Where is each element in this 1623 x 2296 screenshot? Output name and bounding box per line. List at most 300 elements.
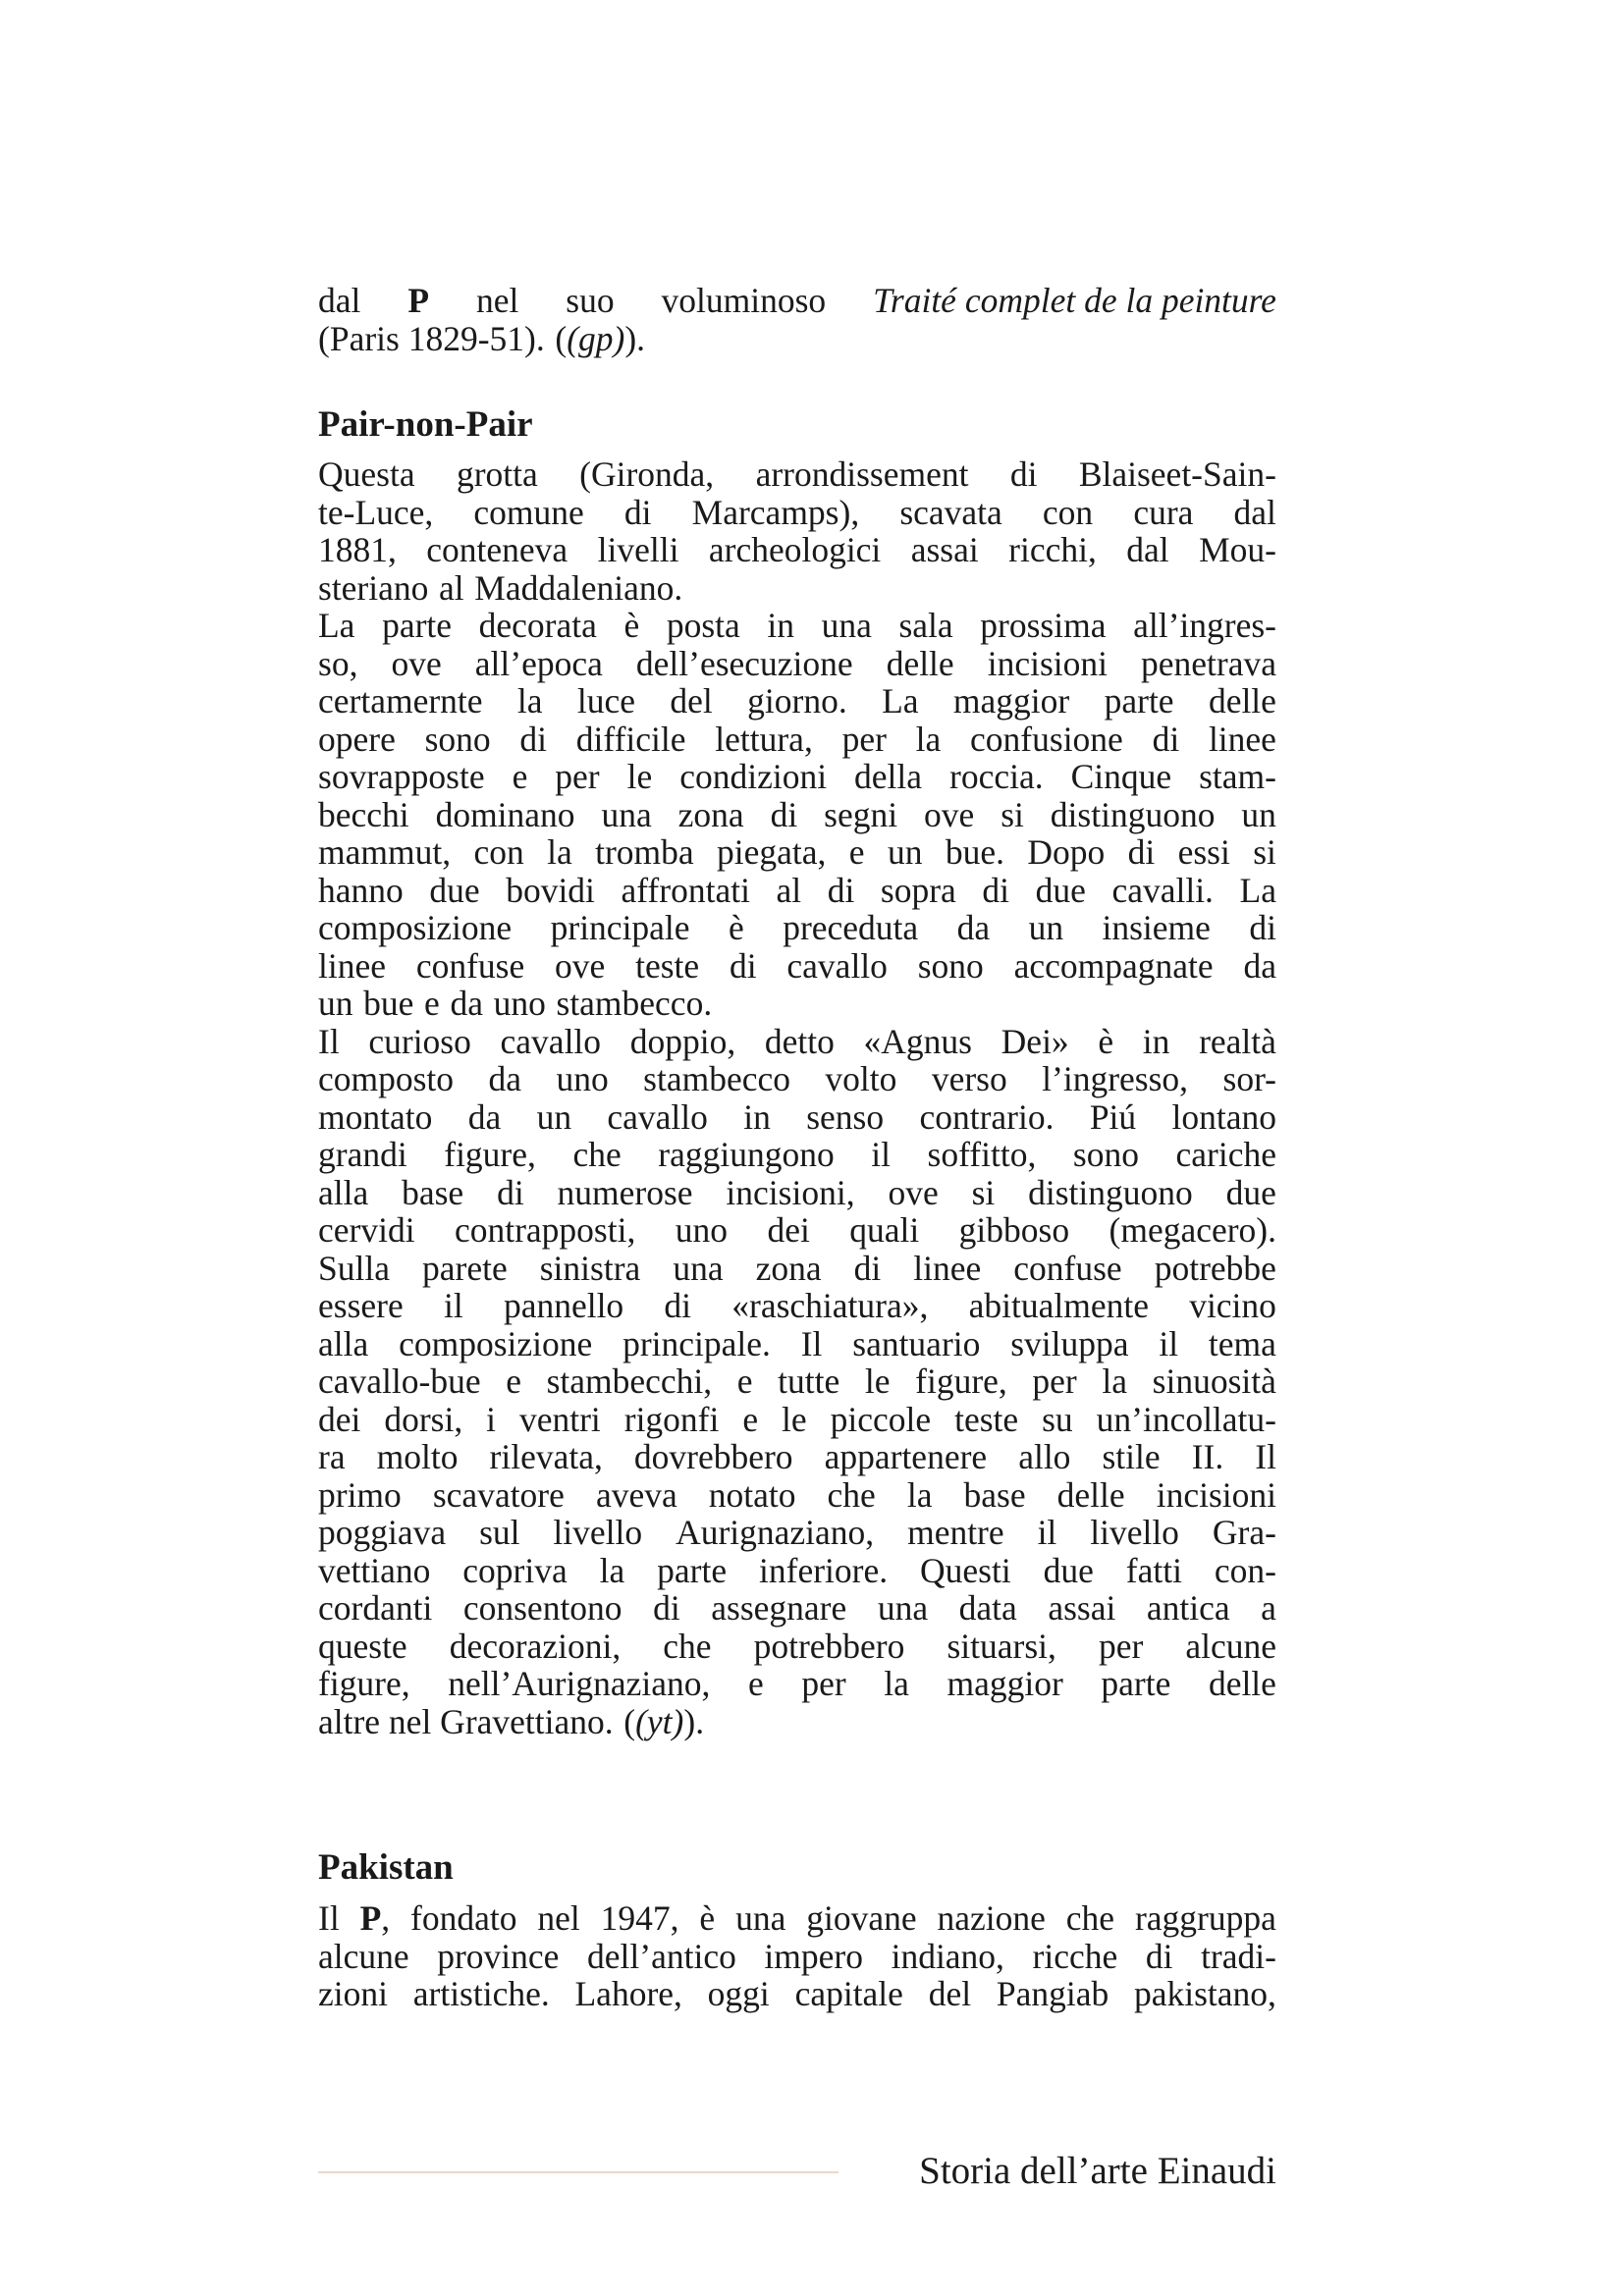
word: realtà: [1199, 1021, 1276, 1061]
text-line: [318, 1628, 1276, 1666]
word: certamernte: [318, 681, 483, 721]
word: decorata: [478, 606, 597, 645]
word: santuario: [852, 1323, 981, 1363]
word: Dei»: [1001, 1021, 1069, 1061]
word: linee: [913, 1248, 982, 1288]
word: di: [623, 492, 652, 532]
word: due: [1035, 870, 1086, 910]
word: (Gironda,: [579, 454, 715, 494]
word: confuse: [415, 945, 525, 986]
word: curioso: [368, 1021, 471, 1061]
word: situarsi,: [947, 1626, 1056, 1666]
word: pakistano,: [1133, 1974, 1276, 2013]
word: dovrebbero: [633, 1437, 793, 1476]
word: zona: [677, 794, 744, 834]
word: Piú: [1089, 1096, 1137, 1137]
word: Marcamps),: [691, 492, 860, 532]
word: piccole: [830, 1399, 932, 1439]
word: dal: [1126, 530, 1169, 569]
word: raggiungono: [658, 1135, 835, 1174]
word: gibboso: [958, 1210, 1070, 1250]
word: da: [1243, 945, 1276, 986]
word: un: [318, 984, 353, 1023]
word: stambecco.: [556, 984, 713, 1023]
word: teste: [635, 945, 700, 986]
word: i: [486, 1399, 497, 1439]
word: potrebbe: [1154, 1248, 1276, 1288]
word: allo: [1018, 1437, 1071, 1476]
word: [360, 1899, 391, 1938]
word: in: [1142, 1021, 1170, 1061]
word: base: [402, 1172, 464, 1212]
word: livello: [553, 1513, 643, 1552]
word: che: [827, 1474, 876, 1515]
word: sono: [1072, 1135, 1139, 1174]
word: che: [663, 1626, 712, 1666]
word: dorsi,: [384, 1399, 463, 1439]
word: mammut,: [318, 832, 452, 872]
word: rigonfi: [623, 1399, 720, 1439]
word: detto: [764, 1021, 835, 1061]
word: .: [695, 1701, 705, 1741]
word: tutte: [778, 1362, 840, 1401]
word: cordanti: [318, 1588, 433, 1628]
word: vettiano: [318, 1550, 431, 1590]
word: confusione: [970, 719, 1123, 759]
word: notato: [708, 1474, 796, 1515]
text-line: [318, 1938, 1276, 1976]
text-line: [318, 531, 1276, 569]
word: parte: [1104, 681, 1174, 721]
word: un: [887, 832, 923, 872]
word: da: [956, 908, 991, 947]
word: due: [1043, 1550, 1094, 1590]
word: e: [736, 1362, 753, 1401]
text-line: [318, 721, 1276, 759]
word: parte: [657, 1550, 728, 1590]
word: sono: [424, 719, 491, 759]
word: ,: [381, 1898, 391, 1938]
word: al: [439, 567, 464, 608]
word: vicino: [1189, 1286, 1276, 1325]
word: e: [512, 757, 528, 796]
word: posta: [666, 606, 740, 645]
word: Questi: [920, 1550, 1011, 1590]
word: so,: [318, 643, 358, 683]
word: si: [971, 1172, 996, 1212]
author-initials: (yt): [635, 1701, 684, 1741]
word: Il: [318, 1021, 340, 1061]
text-line: [318, 872, 1276, 910]
word: cariche: [1175, 1135, 1276, 1174]
word: per: [1032, 1362, 1077, 1401]
word: cavallo: [607, 1096, 708, 1137]
word: bue: [363, 984, 414, 1023]
word: soffitto,: [927, 1135, 1037, 1174]
word: alcune: [318, 1936, 409, 1976]
word: è: [1098, 1021, 1114, 1061]
word: tradi-: [1201, 1936, 1276, 1976]
word: appartenere: [824, 1437, 988, 1476]
word: parte: [382, 606, 453, 645]
word: conteneva: [426, 530, 568, 569]
word: 1947,: [600, 1898, 679, 1938]
word: di: [729, 945, 757, 986]
word: (Paris 1829-51).: [318, 318, 545, 358]
word: essere: [318, 1286, 404, 1325]
word: doppio,: [629, 1021, 736, 1061]
word: sviluppa: [1010, 1323, 1129, 1363]
word: arrondissement: [755, 454, 969, 494]
word: le: [626, 757, 653, 796]
word: II.: [1191, 1437, 1224, 1476]
word: rilevata,: [489, 1437, 603, 1476]
word: linee: [1208, 719, 1276, 759]
word: ricche: [1032, 1936, 1118, 1976]
text-line: [318, 1975, 1276, 2013]
word: di: [827, 870, 855, 910]
entry-heading: Pair-non-Pair: [318, 404, 533, 445]
word: roccia.: [949, 757, 1044, 796]
word: la: [906, 1474, 933, 1515]
word: un: [1241, 794, 1276, 834]
word: accompagnate: [1013, 945, 1214, 986]
word: di: [1145, 1936, 1173, 1976]
word: di: [664, 1286, 692, 1325]
intro-paragraph: [318, 282, 1276, 357]
word: senso: [806, 1096, 885, 1137]
word: del: [928, 1974, 972, 2013]
word: la: [516, 681, 543, 721]
word: il: [1037, 1513, 1057, 1552]
word: Pangiab: [996, 1974, 1109, 2013]
word: da: [488, 1059, 522, 1098]
word: giorno.: [747, 681, 847, 721]
text-line: [318, 909, 1276, 947]
word: copriva: [462, 1550, 568, 1590]
word: un: [1028, 908, 1064, 947]
word: il: [443, 1286, 463, 1325]
word: per: [555, 757, 600, 796]
word: sinuosità: [1152, 1362, 1276, 1401]
word: zioni: [318, 1974, 388, 2013]
word: distinguono: [1028, 1172, 1193, 1212]
word: hanno: [318, 870, 404, 910]
text-line: [318, 282, 1276, 320]
author-initials: (gp): [567, 318, 625, 358]
word: Mou-: [1199, 530, 1276, 569]
word: Questa: [318, 454, 415, 494]
word: cavallo: [786, 945, 888, 986]
word: ove: [888, 1172, 939, 1212]
word: nell’Aurignaziano,: [448, 1664, 711, 1703]
word: parete: [422, 1248, 508, 1288]
word: il: [871, 1135, 891, 1174]
word: incisioni: [1156, 1474, 1276, 1515]
word: in: [743, 1096, 771, 1137]
word: becchi: [318, 794, 409, 834]
word: della: [854, 757, 923, 796]
word: la: [599, 1550, 625, 1590]
word: si: [1001, 794, 1024, 834]
word: al: [776, 870, 802, 910]
word: Il: [800, 1323, 823, 1363]
text-line: [318, 985, 1276, 1023]
word: zona: [755, 1248, 822, 1288]
word: suo: [566, 281, 615, 320]
text-line: [318, 1552, 1276, 1590]
text-line: [318, 1023, 1276, 1061]
word: con: [1042, 492, 1094, 532]
word: Gra-: [1212, 1513, 1276, 1552]
word: capitale: [794, 1974, 903, 2013]
word: una: [601, 794, 652, 834]
word: ove: [924, 794, 975, 834]
word: delle: [1208, 681, 1276, 721]
word: dominano: [435, 794, 575, 834]
footer-title: Storia dell’arte Einaudi: [919, 2150, 1276, 2192]
word: e: [848, 832, 865, 872]
text-line: [318, 1401, 1276, 1439]
word: con: [473, 832, 524, 872]
word: Dopo: [1027, 832, 1106, 872]
word: è: [623, 606, 640, 645]
word: figure,: [915, 1362, 1007, 1401]
entry-abbreviation: P: [407, 281, 429, 320]
text-line: [318, 1476, 1276, 1515]
word: luce: [576, 681, 636, 721]
word: difficile: [575, 719, 686, 759]
word: tromba: [595, 832, 694, 872]
word: sinistra: [539, 1248, 641, 1288]
word: inferiore.: [759, 1550, 889, 1590]
word: per: [841, 719, 887, 759]
word: te-Luce,: [318, 492, 434, 532]
word: sala: [898, 606, 953, 645]
word: che: [1065, 1898, 1115, 1938]
word: dal: [318, 281, 361, 320]
word: livello: [1090, 1513, 1179, 1552]
word: bue.: [945, 832, 1004, 872]
word: la: [547, 832, 572, 872]
word: di: [853, 1248, 882, 1288]
word: maggior: [952, 681, 1070, 721]
word: due: [1225, 1172, 1276, 1212]
word: dell’antico: [587, 1936, 736, 1976]
word: principale.: [622, 1323, 771, 1363]
word: di: [1249, 908, 1276, 947]
text-line: [318, 1899, 1276, 1938]
text-line: [318, 1589, 1276, 1628]
word: all’ingres-: [1133, 606, 1276, 645]
text-line: [318, 1211, 1276, 1250]
word: figure,: [444, 1135, 536, 1174]
word: alla: [318, 1323, 369, 1363]
word: Aurignaziano,: [676, 1513, 875, 1552]
word: assegnare: [711, 1588, 847, 1628]
word: bovidi: [506, 870, 595, 910]
text-line: [318, 796, 1276, 834]
text-line: [318, 947, 1276, 986]
word: la: [915, 719, 942, 759]
word: la: [1102, 1362, 1128, 1401]
entry-heading: Pakistan: [318, 1847, 454, 1888]
word: ricchi,: [1008, 530, 1097, 569]
word: da: [450, 984, 483, 1023]
word: verso: [931, 1059, 1007, 1098]
word: e: [506, 1362, 521, 1401]
text-line: [318, 494, 1276, 532]
word: figure,: [318, 1664, 410, 1703]
word: fatti: [1125, 1550, 1182, 1590]
word: composizione: [318, 908, 513, 947]
word: penetrava: [1141, 643, 1276, 683]
word: linee: [318, 945, 386, 986]
word: Lahore,: [574, 1974, 682, 2013]
word: una: [821, 606, 872, 645]
word: a: [1261, 1588, 1276, 1628]
text-line: [318, 1174, 1276, 1212]
word: Il: [1255, 1437, 1276, 1476]
word: ventri: [518, 1399, 601, 1439]
word: stambecchi,: [546, 1362, 713, 1401]
word: volto: [825, 1059, 897, 1098]
word: insieme: [1102, 908, 1211, 947]
word: numerose: [557, 1172, 693, 1212]
word: livelli: [597, 530, 679, 569]
word: delle: [886, 643, 954, 683]
word: 1881,: [318, 530, 397, 569]
word: una: [877, 1588, 929, 1628]
word: data: [958, 1588, 1017, 1628]
word: parte: [1101, 1664, 1171, 1703]
word: da: [467, 1096, 502, 1137]
word: prossima: [980, 606, 1107, 645]
word: piegata,: [717, 832, 827, 872]
word: grandi: [318, 1135, 407, 1174]
word: (megacero).: [1109, 1210, 1276, 1250]
word: lettura,: [715, 719, 813, 759]
word: impero: [764, 1936, 863, 1976]
word: l’ingresso,: [1042, 1059, 1189, 1098]
word: maggior: [947, 1664, 1063, 1703]
word: poggiava: [318, 1513, 447, 1552]
word: il: [1159, 1323, 1179, 1363]
word: altre nel Gravettiano.: [318, 1701, 614, 1741]
entry-body: [318, 455, 1276, 1740]
word: delle: [1056, 1474, 1125, 1515]
text-line: [318, 1362, 1276, 1401]
word: composizione: [399, 1323, 593, 1363]
word: alcune: [1185, 1626, 1276, 1666]
word: La: [318, 606, 355, 645]
word: Cinque: [1070, 757, 1172, 796]
text-line: (Paris 1829-51). ( (gp) ) .: [318, 318, 646, 358]
text-line: [318, 645, 1276, 683]
text-line: [318, 1325, 1276, 1363]
word: ra: [318, 1437, 346, 1476]
word: aveva: [595, 1474, 677, 1515]
word: grotta: [456, 454, 538, 494]
word: «Agnus: [863, 1021, 972, 1061]
word: archeologici: [708, 530, 882, 569]
word: di: [653, 1588, 680, 1628]
word: steriano: [318, 567, 429, 608]
book-title: Traité complet de la peinture: [873, 281, 1276, 320]
word: in: [767, 606, 794, 645]
word: primo: [318, 1474, 402, 1515]
word: un: [536, 1096, 572, 1137]
word: decorazioni,: [449, 1626, 622, 1666]
word: Blaiseet-Sain-: [1078, 454, 1276, 494]
word: composto: [318, 1059, 455, 1098]
word: uno: [493, 984, 546, 1023]
word: sopra: [880, 870, 956, 910]
word: consentono: [462, 1588, 622, 1628]
word: base: [963, 1474, 1026, 1515]
word: è: [729, 908, 744, 947]
word: la: [884, 1664, 909, 1703]
word: sovrapposte: [318, 757, 485, 796]
word: dei: [318, 1399, 361, 1439]
word: molto: [376, 1437, 459, 1476]
text-line: [318, 682, 1276, 721]
word: uno: [556, 1059, 609, 1098]
text-line: [318, 1665, 1276, 1703]
word: comune: [473, 492, 584, 532]
word: di: [1009, 454, 1038, 494]
word: preceduta: [783, 908, 919, 947]
text-line: [318, 1060, 1276, 1098]
word: cavalli.: [1111, 870, 1214, 910]
word: dal: [1233, 492, 1276, 532]
text-line: [318, 1287, 1276, 1325]
word: scavatore: [432, 1474, 565, 1515]
word: di: [1127, 832, 1156, 872]
word: e: [747, 1664, 764, 1703]
word: ove: [555, 945, 606, 986]
word: mentre: [907, 1513, 1004, 1552]
word: province: [437, 1936, 560, 1976]
word: una: [673, 1248, 724, 1288]
word: si: [1253, 832, 1276, 872]
word: una: [735, 1898, 786, 1938]
word: La: [1239, 870, 1276, 910]
text-line: [318, 758, 1276, 796]
word: incisioni,: [726, 1172, 855, 1212]
word: le: [864, 1362, 891, 1401]
word: assai: [910, 530, 979, 569]
footer-rule: [318, 2171, 839, 2173]
word: che: [572, 1135, 622, 1174]
word: lontano: [1171, 1096, 1276, 1137]
text-line: [318, 833, 1276, 872]
word: nel: [475, 281, 519, 320]
word: tema: [1208, 1323, 1276, 1363]
word: segni: [824, 794, 898, 834]
word: di: [497, 1172, 524, 1212]
text-line: altre nel Gravettiano. ( (yt) ) .: [318, 1701, 705, 1741]
word: stile: [1102, 1437, 1161, 1476]
word: distinguono: [1050, 794, 1216, 834]
word: alla: [318, 1172, 369, 1212]
word: incisioni: [987, 643, 1108, 683]
word: giovane: [806, 1898, 917, 1938]
word: all’epoca: [474, 643, 603, 683]
text-line: [318, 1098, 1276, 1137]
word: cura: [1133, 492, 1194, 532]
text-line: [318, 455, 1276, 494]
